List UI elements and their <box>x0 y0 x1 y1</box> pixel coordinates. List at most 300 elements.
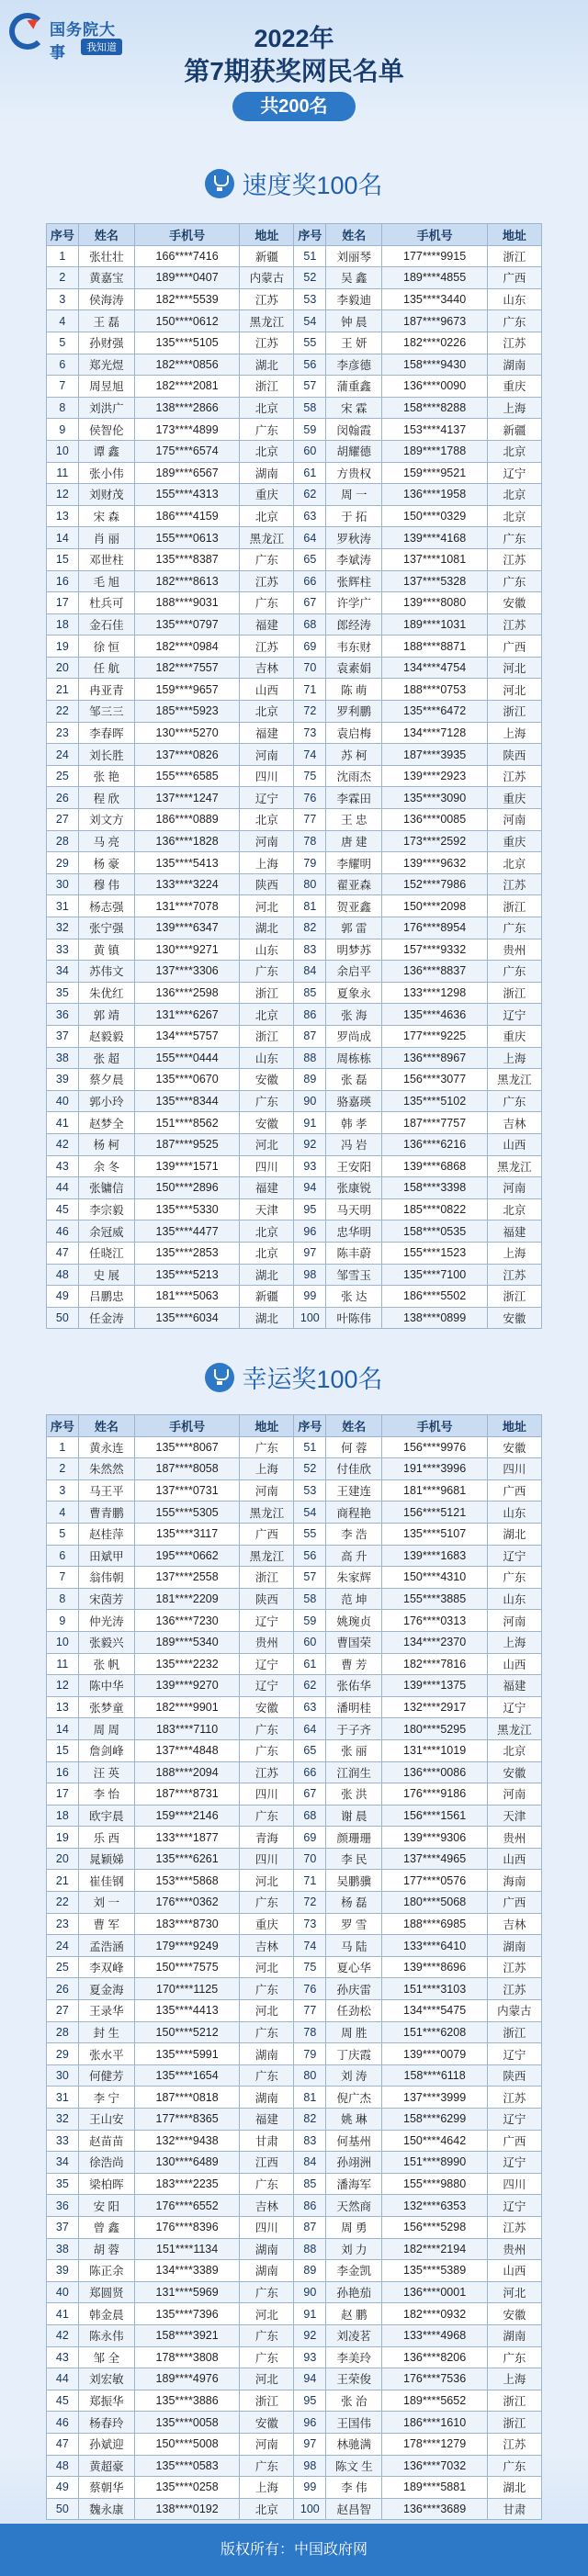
winner-name-cell: 明梦苏 <box>326 939 382 961</box>
region-cell: 浙江 <box>487 982 541 1004</box>
region-cell: 北京 <box>487 440 541 462</box>
phone-number-cell: 135****7396 <box>134 2303 239 2325</box>
winner-name-cell: 张 磊 <box>326 1069 382 1091</box>
table-row <box>47 1307 542 1329</box>
rank-cell: 84 <box>294 2152 326 2174</box>
logo-tag: 我知道 <box>81 39 122 55</box>
rank-cell: 39 <box>47 2260 79 2282</box>
winner-name-cell: 姚 琳 <box>326 2109 382 2131</box>
region-cell: 广西 <box>240 1523 294 1545</box>
region-cell: 贵州 <box>240 1631 294 1653</box>
phone-number-cell: 136****0086 <box>382 1761 487 1783</box>
winner-name-cell: 罗 雪 <box>326 1913 382 1935</box>
rank-cell: 45 <box>47 1198 79 1221</box>
rank-cell: 69 <box>294 1827 326 1849</box>
column-header: 手机号 <box>382 1415 487 1437</box>
winner-name-cell: 陈永伟 <box>78 2324 134 2346</box>
winner-name-cell: 王安阳 <box>326 1155 382 1177</box>
winner-name-cell: 罗利鹏 <box>326 701 382 723</box>
rank-cell: 67 <box>294 592 326 614</box>
phone-number-cell: 136****8837 <box>382 961 487 983</box>
phone-number-cell: 136****3689 <box>382 2498 487 2520</box>
region-cell: 广东 <box>240 1436 294 1458</box>
rank-cell: 5 <box>47 1523 79 1545</box>
region-cell: 上海 <box>487 397 541 419</box>
region-cell: 广东 <box>240 1805 294 1827</box>
region-cell: 安徽 <box>240 1696 294 1718</box>
rank-cell: 74 <box>294 744 326 766</box>
rank-cell: 28 <box>47 830 79 852</box>
rank-cell: 31 <box>47 895 79 917</box>
region-cell: 江苏 <box>487 873 541 895</box>
rank-cell: 57 <box>294 1567 326 1589</box>
winner-name-cell: 郑光煜 <box>78 354 134 376</box>
phone-number-cell: 150****4642 <box>382 2130 487 2152</box>
rank-cell: 29 <box>47 2043 79 2065</box>
column-header: 序号 <box>47 1415 79 1437</box>
winner-name-cell: 邹 全 <box>78 2346 134 2368</box>
phone-number-cell: 183****7110 <box>134 1718 239 1740</box>
winner-name-cell: 王国伟 <box>326 2412 382 2434</box>
phone-number-cell: 135****4413 <box>134 2000 239 2022</box>
winner-name-cell: 毛 旭 <box>78 570 134 592</box>
phone-number-cell: 150****7575 <box>134 1956 239 1978</box>
region-cell: 辽宁 <box>487 2195 541 2217</box>
region-cell: 湖南 <box>487 2324 541 2346</box>
winner-name-cell: 徐 恒 <box>78 636 134 658</box>
rank-cell: 56 <box>294 1545 326 1567</box>
table-row <box>47 722 542 744</box>
winner-name-cell: 方贵权 <box>326 462 382 484</box>
phone-number-cell: 135****6472 <box>382 701 487 723</box>
winner-name-cell: 忠华明 <box>326 1221 382 1243</box>
region-cell: 浙江 <box>487 245 541 267</box>
phone-number-cell: 158****3921 <box>134 2324 239 2346</box>
phone-number-cell: 189****5652 <box>382 2390 487 2412</box>
region-cell: 广西 <box>487 267 541 289</box>
winner-name-cell: 孙斌迎 <box>78 2433 134 2455</box>
winner-name-cell: 李春晖 <box>78 722 134 744</box>
phone-number-cell: 176****8954 <box>382 917 487 939</box>
winner-name-cell: 曹国荣 <box>326 1631 382 1653</box>
phone-number-cell: 133****6410 <box>382 1935 487 1957</box>
phone-number-cell: 158****6299 <box>382 2109 487 2131</box>
rank-cell: 26 <box>47 787 79 809</box>
rank-cell: 3 <box>47 1479 79 1502</box>
phone-number-cell: 137****1247 <box>134 787 239 809</box>
phone-number-cell: 155****6585 <box>134 765 239 787</box>
column-header: 姓名 <box>78 1415 134 1437</box>
table-row <box>47 2346 542 2368</box>
table-row <box>47 1567 542 1589</box>
rank-cell: 44 <box>47 1177 79 1199</box>
phone-number-cell: 150****0612 <box>134 310 239 332</box>
phone-number-cell: 156****5298 <box>382 2216 487 2238</box>
column-header: 地址 <box>240 224 294 246</box>
winner-name-cell: 王建连 <box>326 1479 382 1502</box>
phone-number-cell: 178****3808 <box>134 2346 239 2368</box>
table-row <box>47 2173 542 2195</box>
region-cell: 黑龙江 <box>487 1155 541 1177</box>
rank-cell: 93 <box>294 2346 326 2368</box>
winner-name-cell: 田斌甲 <box>78 1545 134 1567</box>
phone-number-cell: 130****9271 <box>134 939 239 961</box>
phone-number-cell: 136****8967 <box>382 1047 487 1069</box>
rank-cell: 85 <box>294 2173 326 2195</box>
phone-number-cell: 183****2235 <box>134 2173 239 2195</box>
phone-number-cell: 138****0899 <box>382 1307 487 1329</box>
rank-cell: 81 <box>294 2087 326 2109</box>
phone-number-cell: 153****5868 <box>134 1870 239 1892</box>
winner-name-cell: 张康锐 <box>326 1177 382 1199</box>
rank-cell: 90 <box>294 2281 326 2303</box>
region-cell: 安徽 <box>487 2303 541 2325</box>
region-cell: 广东 <box>240 1739 294 1761</box>
winner-name-cell: 冯 岩 <box>326 1133 382 1155</box>
rank-cell: 43 <box>47 1155 79 1177</box>
rank-cell: 37 <box>47 1025 79 1047</box>
region-cell: 陕西 <box>487 744 541 766</box>
rank-cell: 49 <box>47 2477 79 2499</box>
region-cell: 广东 <box>240 1718 294 1740</box>
rank-cell: 16 <box>47 1761 79 1783</box>
phone-number-cell: 158****0535 <box>382 1221 487 1243</box>
winner-name-cell: 潘海军 <box>326 2173 382 2195</box>
region-cell: 黑龙江 <box>240 1502 294 1524</box>
table-row <box>47 2433 542 2455</box>
phone-number-cell: 135****8344 <box>134 1090 239 1112</box>
region-cell: 福建 <box>240 2109 294 2131</box>
region-cell: 重庆 <box>487 376 541 398</box>
phone-number-cell: 135****5991 <box>134 2043 239 2065</box>
phone-number-cell: 150****2098 <box>382 895 487 917</box>
region-cell: 安徽 <box>487 1761 541 1783</box>
region-cell: 广东 <box>240 961 294 983</box>
table-row <box>47 1242 542 1264</box>
region-cell: 江苏 <box>240 570 294 592</box>
winner-name-cell: 孙翊洲 <box>326 2152 382 2174</box>
region-cell: 江西 <box>240 2152 294 2174</box>
region-cell: 江苏 <box>487 765 541 787</box>
phone-number-cell: 155****5305 <box>134 1502 239 1524</box>
region-cell: 浙江 <box>487 2390 541 2412</box>
region-cell: 安徽 <box>487 1436 541 1458</box>
phone-number-cell: 132****9438 <box>134 2130 239 2152</box>
table-row <box>47 245 542 267</box>
region-cell: 河北 <box>240 2368 294 2390</box>
winner-name-cell: 欧宇晨 <box>78 1805 134 1827</box>
winner-name-cell: 许学广 <box>326 592 382 614</box>
table-row <box>47 636 542 658</box>
winner-name-cell: 郑圆贤 <box>78 2281 134 2303</box>
rank-cell: 10 <box>47 440 79 462</box>
phone-number-cell: 195****0662 <box>134 1545 239 1567</box>
region-cell: 广西 <box>487 1479 541 1502</box>
table-row <box>47 1696 542 1718</box>
winner-name-cell: 张镛信 <box>78 1177 134 1199</box>
table-row <box>47 917 542 939</box>
phone-number-cell: 177****9225 <box>382 1025 487 1047</box>
region-cell: 湖南 <box>487 1935 541 1957</box>
rank-cell: 17 <box>47 592 79 614</box>
region-cell: 广东 <box>487 1567 541 1589</box>
winner-name-cell: 林驰满 <box>326 2433 382 2455</box>
winner-name-cell: 郭 雷 <box>326 917 382 939</box>
table-row <box>47 505 542 527</box>
phone-number-cell: 135****3440 <box>382 288 487 310</box>
winner-name-cell: 韩金晨 <box>78 2303 134 2325</box>
winner-name-cell: 任劲松 <box>326 2000 382 2022</box>
phone-number-cell: 135****0258 <box>134 2477 239 2499</box>
rank-cell: 6 <box>47 1545 79 1567</box>
rank-cell: 21 <box>47 1870 79 1892</box>
rank-cell: 8 <box>47 397 79 419</box>
winner-name-cell: 任 航 <box>78 657 134 679</box>
logo-title: 国务院大事 <box>50 21 116 62</box>
table-row <box>47 2021 542 2043</box>
table-row <box>47 527 542 549</box>
winner-name-cell: 谭 鑫 <box>78 440 134 462</box>
winner-name-cell: 王 磊 <box>78 310 134 332</box>
rank-cell: 68 <box>294 613 326 636</box>
region-cell: 山东 <box>240 1047 294 1069</box>
region-cell: 河南 <box>240 1479 294 1502</box>
table-row <box>47 1502 542 1524</box>
phone-number-cell: 173****2592 <box>382 830 487 852</box>
region-cell: 江苏 <box>240 1761 294 1783</box>
winner-name-cell: 冉亚青 <box>78 679 134 701</box>
rank-cell: 27 <box>47 809 79 831</box>
phone-number-cell: 135****8387 <box>134 548 239 570</box>
region-cell: 北京 <box>487 505 541 527</box>
phone-number-cell: 191****3996 <box>382 1458 487 1480</box>
phone-number-cell: 138****2866 <box>134 397 239 419</box>
region-cell: 河南 <box>240 830 294 852</box>
rank-cell: 1 <box>47 1436 79 1458</box>
region-cell: 北京 <box>240 701 294 723</box>
table-row <box>47 1631 542 1653</box>
winner-name-cell: 侯海涛 <box>78 288 134 310</box>
winner-name-cell: 王录华 <box>78 2000 134 2022</box>
table-row <box>47 484 542 506</box>
region-cell: 江苏 <box>487 1956 541 1978</box>
rank-cell: 36 <box>47 1004 79 1026</box>
phone-number-cell: 189****4976 <box>134 2368 239 2390</box>
winner-name-cell: 晁颖娣 <box>78 1848 134 1870</box>
phone-number-cell: 158****6118 <box>382 2064 487 2087</box>
winner-name-cell: 魏永康 <box>78 2498 134 2520</box>
region-cell: 四川 <box>240 1783 294 1805</box>
phone-number-cell: 180****5295 <box>382 1718 487 1740</box>
phone-number-cell: 150****2896 <box>134 1177 239 1199</box>
rank-cell: 54 <box>294 310 326 332</box>
phone-number-cell: 133****4968 <box>382 2324 487 2346</box>
rank-cell: 40 <box>47 1090 79 1112</box>
region-cell: 山西 <box>487 1653 541 1675</box>
region-cell: 安徽 <box>240 1112 294 1134</box>
region-cell: 浙江 <box>487 895 541 917</box>
phone-number-cell: 187****3935 <box>382 744 487 766</box>
phone-number-cell: 176****6552 <box>134 2195 239 2217</box>
rank-cell: 82 <box>294 2109 326 2131</box>
rank-cell: 25 <box>47 765 79 787</box>
winner-name-cell: 王 妍 <box>326 332 382 354</box>
table-row <box>47 787 542 809</box>
phone-number-cell: 151****6208 <box>382 2021 487 2043</box>
table-row <box>47 2109 542 2131</box>
rank-cell: 64 <box>294 527 326 549</box>
rank-cell: 43 <box>47 2346 79 2368</box>
rank-cell: 65 <box>294 548 326 570</box>
rank-cell: 32 <box>47 2109 79 2131</box>
phone-number-cell: 177****9915 <box>382 245 487 267</box>
winner-name-cell: 苏 柯 <box>326 744 382 766</box>
rank-cell: 34 <box>47 961 79 983</box>
rank-cell: 38 <box>47 1047 79 1069</box>
rank-cell: 10 <box>47 1631 79 1653</box>
table-row <box>47 1177 542 1199</box>
region-cell: 内蒙古 <box>240 267 294 289</box>
rank-cell: 77 <box>294 2000 326 2022</box>
winner-name-cell: 刘 一 <box>78 1892 134 1914</box>
region-cell: 吉林 <box>487 1913 541 1935</box>
table-row <box>47 1436 542 1458</box>
rank-cell: 12 <box>47 1675 79 1697</box>
table-row <box>47 939 542 961</box>
region-cell: 河北 <box>240 1870 294 1892</box>
region-cell: 黑龙江 <box>487 1069 541 1091</box>
region-cell: 江苏 <box>487 332 541 354</box>
region-cell: 辽宁 <box>487 1545 541 1567</box>
rank-cell: 13 <box>47 1696 79 1718</box>
rank-cell: 55 <box>294 332 326 354</box>
region-cell: 辽宁 <box>487 1696 541 1718</box>
region-cell: 山西 <box>487 1133 541 1155</box>
phone-number-cell: 182****5539 <box>134 288 239 310</box>
region-cell: 重庆 <box>240 484 294 506</box>
winner-name-cell: 丁庆霞 <box>326 2043 382 2065</box>
column-header: 姓名 <box>326 1415 382 1437</box>
phone-number-cell: 132****6353 <box>382 2195 487 2217</box>
rank-cell: 25 <box>47 1956 79 1978</box>
phone-number-cell: 189****6567 <box>134 462 239 484</box>
rank-cell: 20 <box>47 1848 79 1870</box>
rank-cell: 83 <box>294 939 326 961</box>
region-cell: 广东 <box>240 2346 294 2368</box>
winner-name-cell: 孙艳茄 <box>326 2281 382 2303</box>
region-cell: 江苏 <box>487 613 541 636</box>
table-row <box>47 1004 542 1026</box>
rank-cell: 49 <box>47 1286 79 1308</box>
phone-number-cell: 131****6267 <box>134 1004 239 1026</box>
region-cell: 新疆 <box>240 1286 294 1308</box>
rank-cell: 19 <box>47 636 79 658</box>
region-cell: 北京 <box>240 440 294 462</box>
winner-name-cell: 张小伟 <box>78 462 134 484</box>
winner-name-cell: 贺亚鑫 <box>326 895 382 917</box>
rank-cell: 59 <box>294 1610 326 1632</box>
region-cell: 北京 <box>487 484 541 506</box>
region-cell: 广西 <box>487 1892 541 1914</box>
winner-name-cell: 闵翰霞 <box>326 419 382 441</box>
rank-cell: 40 <box>47 2281 79 2303</box>
table-row <box>47 1523 542 1545</box>
phone-number-cell: 150****5008 <box>134 2433 239 2455</box>
winner-name-cell: 赵 鹏 <box>326 2303 382 2325</box>
rank-cell: 51 <box>294 1436 326 1458</box>
winner-name-cell: 余启平 <box>326 961 382 983</box>
winner-name-cell: 赵苗苗 <box>78 2130 134 2152</box>
winner-name-cell: 任晓江 <box>78 1242 134 1264</box>
winner-name-cell: 李金凯 <box>326 2260 382 2282</box>
winner-name-cell: 李 怡 <box>78 1783 134 1805</box>
phone-number-cell: 136****6216 <box>382 1133 487 1155</box>
winner-name-cell: 倪广杰 <box>326 2087 382 2109</box>
winner-name-cell: 唐 建 <box>326 830 382 852</box>
table-header-row <box>47 224 542 246</box>
rank-cell: 99 <box>294 1286 326 1308</box>
phone-number-cell: 136****1958 <box>382 484 487 506</box>
table-row <box>47 2152 542 2174</box>
phone-number-cell: 133****3224 <box>134 873 239 895</box>
region-cell: 湖南 <box>240 2260 294 2282</box>
rank-cell: 51 <box>294 245 326 267</box>
winner-name-cell: 程 欣 <box>78 787 134 809</box>
winner-name-cell: 马王平 <box>78 1479 134 1502</box>
rank-cell: 98 <box>294 2455 326 2477</box>
rank-cell: 14 <box>47 1718 79 1740</box>
trophy-icon <box>205 1363 234 1392</box>
region-cell: 湖北 <box>240 1264 294 1286</box>
phone-number-cell: 134****5757 <box>134 1025 239 1047</box>
region-cell: 河北 <box>487 657 541 679</box>
rank-cell: 2 <box>47 1458 79 1480</box>
winner-name-cell: 韩 孝 <box>326 1112 382 1134</box>
rank-cell: 53 <box>294 288 326 310</box>
table-row <box>47 1047 542 1069</box>
phone-number-cell: 139****9306 <box>382 1827 487 1849</box>
phone-number-cell: 131****5969 <box>134 2281 239 2303</box>
table-row <box>47 1610 542 1632</box>
winner-name-cell: 肖 丽 <box>78 527 134 549</box>
rank-cell: 100 <box>294 1307 326 1329</box>
winner-name-cell: 吴鹏骥 <box>326 1870 382 1892</box>
winner-name-cell: 孙庆雷 <box>326 1978 382 2000</box>
winner-name-cell: 曹 芳 <box>326 1653 382 1675</box>
speed-section-title <box>0 165 588 201</box>
region-cell: 浙江 <box>240 2390 294 2412</box>
rank-cell: 91 <box>294 1112 326 1134</box>
phone-number-cell: 135****7100 <box>382 1264 487 1286</box>
table-row <box>47 419 542 441</box>
region-cell: 四川 <box>487 1458 541 1480</box>
column-header: 手机号 <box>382 224 487 246</box>
phone-number-cell: 175****6574 <box>134 440 239 462</box>
rank-cell: 39 <box>47 1069 79 1091</box>
rank-cell: 20 <box>47 657 79 679</box>
table-row <box>47 1653 542 1675</box>
table-row <box>47 744 542 766</box>
phone-number-cell: 181****2209 <box>134 1588 239 1610</box>
winner-name-cell: 余 冬 <box>78 1155 134 1177</box>
rank-cell: 4 <box>47 1502 79 1524</box>
phone-number-cell: 155****3885 <box>382 1588 487 1610</box>
winner-name-cell: 侯智伦 <box>78 419 134 441</box>
rank-cell: 6 <box>47 354 79 376</box>
phone-number-cell: 135****2853 <box>134 1242 239 1264</box>
region-cell: 河北 <box>240 1956 294 1978</box>
region-cell: 湖南 <box>240 2087 294 2109</box>
